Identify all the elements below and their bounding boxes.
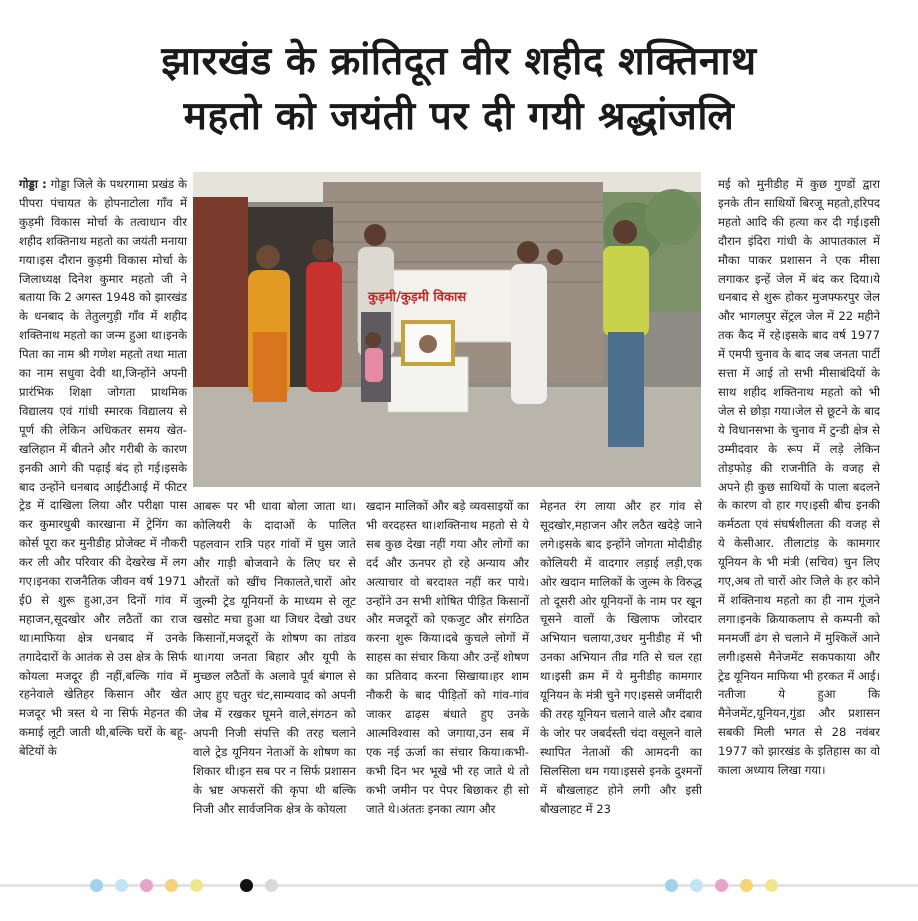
article-headline	[10, 34, 908, 144]
registration-dot	[165, 879, 178, 892]
column-1-text: गोड्डा जिले के पथरगामा प्रखंड के पीपरा पंचायत के होपनाटोला गाँव में कुड़मी विकास मोर्चा के तत्वाधान वीर शहीद शक्तिनाथ महतो का जयंती मनाया गया।इस दौरान कुड़मी विकास मोर्चा के जिलाध्यक्ष दिनेश कुमार महतो जी ने बताया कि 2 अगस्त 1948 को झारखंड के धनबाद के तेतुलगुड़ी गाँव में शहीद शक्तिनाथ महतो का जन्म हुआ था।इनके पिता का नाम श्री गणेश महतो तथा माता का नाम सधुवा देवी था,जिन्होंने अपनी प्रारंभिक शिक्षा जोगता प्राथमिक विद्यालय एवं गांधी स्मारक विद्यालय से पूर्ण की लेकिन अधिकतर समय खेत-खलिहान में बीतने और गरीबी के कारण इनकी आगे की पढ़ाई बंद हो गई।इसके बाद उन्होंने धनबाद आईटीआई में फीटर ट्रेड में दाखिला लिया और परीक्षा पास कर कुमारधुबी कारखाना में ट्रेनिंग का कोर्स पूरा कर मुनीडीह प्रोजेक्ट में नौकरी कर ली और परिवार की देखरेख में लग गए।इनका राजनैतिक जीवन वर्ष 1971 ई0 से शुरू हुआ,उन दिनों गांव में महाजन,सूदखोर और लठैतों का राज था।माफिया क्षेत्र धनबाद में उनके तगादेदारों के आतंक से उस क्षेत्र के सिर्फ कोयला मजदूर ही नहीं,बल्कि गांव में रहनेवाले खेतिहर किसान और खेत मजदूर भी त्रस्त थे ना सिर्फ मेहनत की कमाई लूटी जाती थी,बल्कि घरों के बहू-बेटियों के	[19, 177, 187, 759]
registration-dot	[715, 879, 728, 892]
registration-dot	[140, 879, 153, 892]
strip-bar	[0, 884, 918, 887]
registration-dot	[265, 879, 278, 892]
article-column-4: मेहनत रंग लाया और हर गांव से सूदखोर,महाजन और लठैत खदेड़े जाने लगे।इसके बाद इन्होंने जोगता मोदीडीह कोलियरी में वादगार लड़ाई लड़ी,एक ओर खदान मालिकों के जुल्म के विरुद्ध तो दूसरी ओर यूनियनों के नाम पर खून चूसने वालों के खिलाफ जोरदार अभियान चलाया,उधर मुनीडीह में भी उनका अभियान तीव्र गति से चल रहा था।इसी क्रम में ये मुनीडीह कामगार यूनियन के मंत्री चुने गए।इससे जमींदारी की तरह यूनियन चलाने वाले और दबाव के जोर पर जबर्दस्ती चंदा वसूलने वाले स्थापित नेताओं की आमदनी का सिलसिला थम गया।इससे इनके दुश्मनों में बौखलाहट होने लगी और इसी बौखलाहट में 23	[540, 499, 702, 816]
photo-banner-text: कुड़मी/कुड़मी विकास	[368, 290, 467, 305]
registration-dot	[765, 879, 778, 892]
article-photo	[193, 172, 701, 487]
article-column-3: खदान मालिकों और बड़े व्यवसाइयों का भी वरदहस्त था।शक्तिनाथ महतो से ये सब कुछ देखा नहीं गया और लोगों का दर्द और ऊनपर हो रहे अन्याय और अत्याचार वो बरदाश्त नहीं कर पाये।उन्होंने उन सभी शोषित पीड़ित किसानों और मजदूरों को एकजुट और संगठित करना शुरू किया।दबे कुचले लोगों में साहस का संचार किया और उन्हें शोषण का प्रतिवाद करना सिखाया।हर शाम नौकरी के बाद पीड़ितों को गांव-गांव जाकर ढाढ़स बंधाते हुए उनके आत्मविश्वास को जगाया,उन सब में एक नई ऊर्जा का संचार किया।कभी-कभी दिन भर भूखे भी रह जाते थे तो कभी जमीन पर पेपर बिछाकर ही सो जाते थे।अंततः इनका त्याग और	[366, 499, 529, 816]
article-column-1	[19, 175, 187, 875]
registration-dot	[740, 879, 753, 892]
photo-illustration	[193, 172, 701, 487]
registration-dot	[690, 879, 703, 892]
registration-dot	[665, 879, 678, 892]
headline-line-2: महतो को जयंती पर दी गयी श्रद्धांजलि	[183, 94, 735, 139]
registration-dot	[190, 879, 203, 892]
registration-dot	[115, 879, 128, 892]
article-column-2: आबरू पर भी धावा बोला जाता था।कोलियरी के दादाओं के पालित पहलवान रात्रि पहर गांवों में घुस जाते और गाड़ी बोजवाने के लिए घर से औरतों को खींच निकालते,चारों ओर जुल्मी ट्रेड यूनियनों के माध्यम से लूट खसोट मचा हुआ था जिधर देखो उधर किसानों,मजदूरों के शोषण का तांडव था।गया जनता बिहार और यूपी के मुच्छल लठैतों के अलावे पूर्व बंगाल से आए हुए चतुर चंट,साम्यवाद को अपनी जेब में रखकर घूमने वाले,संगठन को अपनी निजी संपत्ति की तरह चलाने वाले ट्रेड यूनियन नेताओं के शोषण का शिकार थी।इन सब पर न सिर्फ प्रशासन के भ्रष्ट अफसरों की कृपा थी बल्कि निजी और सार्वजनिक क्षेत्र के कोयला	[193, 499, 356, 816]
registration-dot	[240, 879, 253, 892]
article-column-5: मई को मुनीडीह में कुछ गुण्डों द्वारा इनके तीन साथियों बिरजू महतो,हरिपद महतो आदि की हत्या कर दी गई।इसी दौरान इंदिरा गांधी के आपातकाल में मौका पाकर प्रशासन ने एक मीसा लगाकर इन्हें जेल में बंद कर दिया।ये धनबाद से शुरू होकर मुजफ्फरपुर जेल और भागलपुर सेंट्रल जेल में 22 महीने तक कैद में रहे।इसके बाद वर्ष 1977 में एमपी चुनाव के बाद जब जनता पार्टी सत्ता में आई तो सभी मीसाबंदियों के साथ शहीद शक्तिनाथ महतो को भी जेल से छोड़ा गया।जेल से छूटने के बाद ये विधानसभा के चुनाव में टुन्डी क्षेत्र से उम्मीदवार के रूप में लड़े लेकिन तोड़फोड़ की राजनीति के वजह से अपने ही कुछ साथियों के पाला बदलने के कारण वो हार गए।इसी बीच इनकी कर्मठता एवं संघर्षशीलता की वजह से ये केसीआर. तीलाटांड़ के कामगार यूनियन के भी मंत्री (सचिव) चुन लिए गए,अब तो चारों ओर जिले के हर कोने में शक्तिनाथ महतो का ही नाम गूंजने लगा।इनके क्रियाकलाप से कम्पनी को मनमर्जी ढंग से चलाने में मुश्किलें आने लगी।इससे मैनेजमेंट सकपकाया और ट्रेड यूनियन माफिया भी हरकत में आई।नतीजा ये हुआ कि मैनेजमेंट,यूनियन,गुंडा और प्रशासन सबकी मिली भगत से 28 नवंबर 1977 को झारखंड के इतिहास का वो काला अध्याय लिखा गया।	[718, 177, 880, 778]
dateline: गोड्डा :	[19, 177, 47, 191]
headline-line-1: झारखंड के क्रांतिदूत वीर शहीद शक्तिनाथ	[161, 39, 757, 84]
registration-dot	[90, 879, 103, 892]
print-color-strip	[0, 874, 918, 896]
